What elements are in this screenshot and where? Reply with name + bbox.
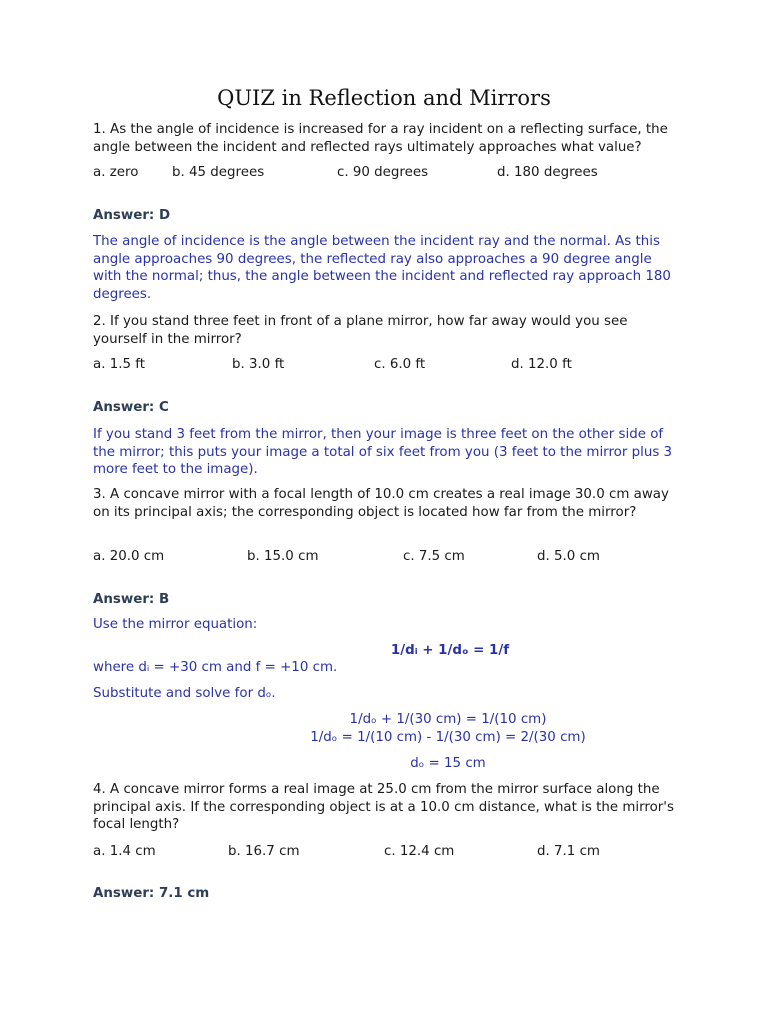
question-1-answer: Answer: D — [93, 208, 171, 223]
question-2-option-d: d. 12.0 ft — [511, 357, 572, 372]
question-2-explanation: If you stand 3 feet from the mirror, then your image is three feet on the other side of the mirror; this puts your image a total of six feet from you (3 feet to the mirror plus 3 more feet to the image). — [93, 427, 673, 478]
question-3-substitute: Substitute and solve for dₒ. — [93, 686, 276, 701]
question-1-option-a: a. zero — [93, 165, 139, 180]
question-3-text: 3. A concave mirror with a focal length of 10.0 cm creates a real image 30.0 cm away on its principal axis; the corresponding object is located how far from the mirror? — [93, 487, 669, 520]
question-1-option-c: c. 90 degrees — [337, 165, 429, 180]
question-2-option-a: a. 1.5 ft — [93, 357, 145, 372]
question-3-step-2: 1/dₒ = 1/(10 cm) - 1/(30 cm) = 2/(30 cm) — [310, 730, 586, 745]
question-4-option-c: c. 12.4 cm — [384, 844, 455, 859]
question-3-step-1: 1/dₒ + 1/(30 cm) = 1/(10 cm) — [349, 712, 547, 727]
question-3-answer: Answer: B — [93, 592, 170, 607]
question-3-option-a: a. 20.0 cm — [93, 549, 165, 564]
page-title: QUIZ in Reflection and Mirrors — [217, 86, 551, 110]
question-4-text: 4. A concave mirror forms a real image at 25.0 cm from the mirror surface along the principal axis. If the corresponding object is at a 10.0 cm distance, what is the mirror's focal length? — [93, 782, 674, 833]
question-3-result: dₒ = 15 cm — [410, 756, 486, 771]
question-3-option-d: d. 5.0 cm — [537, 549, 600, 564]
question-3-intro: Use the mirror equation: — [93, 617, 258, 632]
question-1-option-d: d. 180 degrees — [497, 165, 598, 180]
question-2-option-b: b. 3.0 ft — [232, 357, 285, 372]
question-3-option-c: c. 7.5 cm — [403, 549, 465, 564]
question-3-where: where dᵢ = +30 cm and f = +10 cm. — [93, 660, 338, 675]
question-2-text: 2. If you stand three feet in front of a plane mirror, how far away would you see yourself in the mirror? — [93, 314, 628, 347]
question-1-text: 1. As the angle of incidence is increased for a ray incident on a reflecting surface, the angle between the incident and reflected rays ultimately approaches what value? — [93, 122, 668, 155]
question-3-option-b: b. 15.0 cm — [247, 549, 319, 564]
question-1-explanation: The angle of incidence is the angle between the incident ray and the normal. As this angle approaches 90 degrees, the reflected ray also approaches a 90 degree angle with the normal; thus, the angle between the incident and reflected ray approach 180 degrees. — [93, 234, 671, 302]
question-4-option-b: b. 16.7 cm — [228, 844, 300, 859]
question-4-answer: Answer: 7.1 cm — [93, 886, 210, 901]
mirror-equation: 1/dᵢ + 1/dₒ = 1/f — [390, 643, 510, 658]
question-1-option-b: b. 45 degrees — [172, 165, 265, 180]
question-2-option-c: c. 6.0 ft — [374, 357, 426, 372]
question-4-option-a: a. 1.4 cm — [93, 844, 156, 859]
question-2-answer: Answer: C — [93, 400, 169, 415]
question-4-option-d: d. 7.1 cm — [537, 844, 600, 859]
